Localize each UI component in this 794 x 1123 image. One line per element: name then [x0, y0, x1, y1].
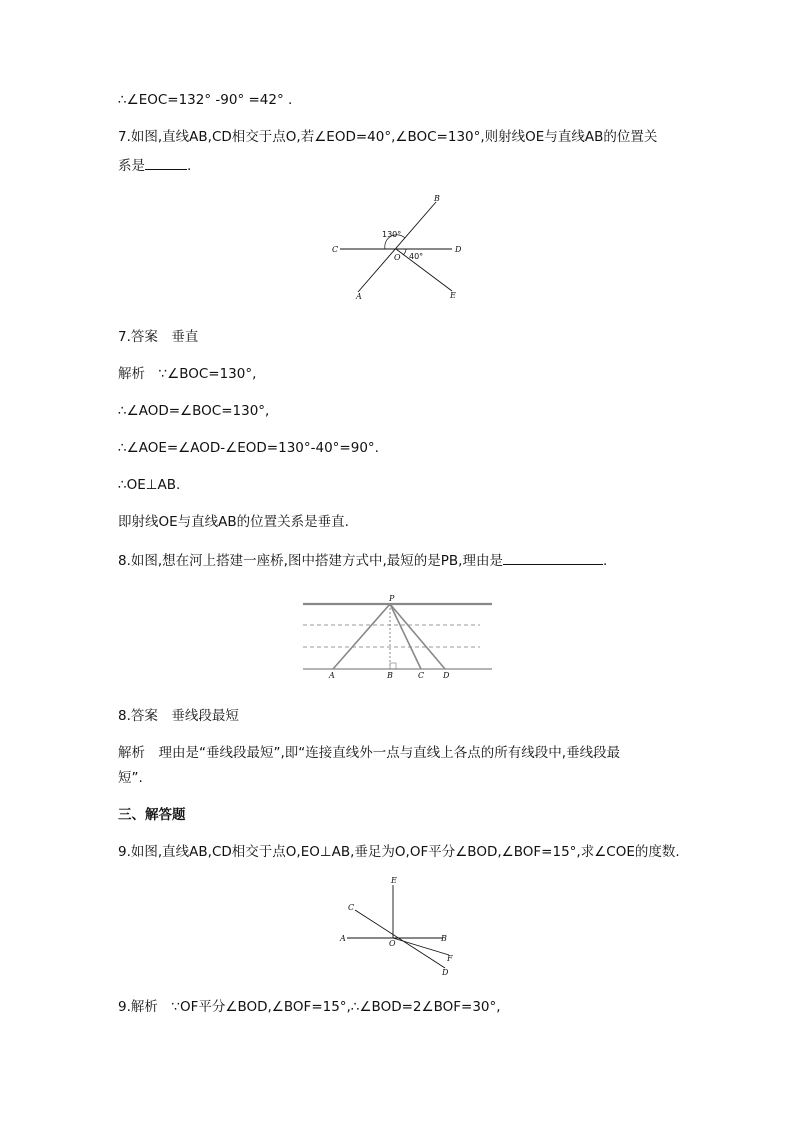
label-o: O [389, 939, 396, 948]
label-e: E [450, 291, 456, 300]
label-e: E [391, 876, 397, 885]
label-d: D [443, 671, 450, 680]
text-line: ∴∠EOC=132° -90° =42° . [118, 92, 293, 108]
line-cd [355, 910, 445, 968]
question-7-text: 系是 [118, 158, 145, 174]
label-a: A [340, 934, 346, 943]
question-8-text: 8.如图,想在河上搭建一座桥,图中搭建方式中,最短的是PB,理由是 [118, 553, 503, 569]
answer-8: 8.答案 垂线段最短 [118, 708, 239, 724]
angle-label-40: 40° [409, 252, 424, 261]
ray-oe [396, 249, 452, 291]
label-o: O [394, 253, 401, 262]
question-7-end: . [187, 158, 192, 174]
figure-7-intersecting-lines [330, 192, 470, 307]
question-7-line2 [118, 155, 191, 176]
label-c: C [332, 245, 339, 254]
figure-8-river-bridge [300, 592, 495, 682]
angle-label-130: 130° [382, 230, 402, 239]
segment-pd [390, 604, 445, 669]
answer-blank [145, 155, 187, 170]
label-c: C [348, 903, 355, 912]
question-8-end: . [602, 553, 608, 569]
label-d: D [442, 968, 449, 977]
label-b: B [434, 194, 440, 203]
label-a: A [356, 292, 362, 301]
label-p: P [389, 594, 395, 603]
segment-pc [390, 604, 421, 669]
analysis-7-line2: ∴∠AOD=∠BOC=130°, [118, 403, 270, 419]
answer-blank [503, 550, 603, 565]
label-f: F [447, 954, 453, 963]
analysis-8-line1: 解析 理由是“垂线段最短”,即“连接直线外一点与直线上各点的所有线段中,垂线段最 [118, 745, 621, 761]
analysis-9-line1: 9.解析 ∵OF平分∠BOD,∠BOF=15°,∴∠BOD=2∠BOF=30°, [118, 999, 501, 1015]
analysis-7-line4: ∴OE⊥AB. [118, 477, 181, 493]
label-b: B [441, 934, 447, 943]
segment-pa [333, 604, 390, 669]
analysis-7-line5: 即射线OE与直线AB的位置关系是垂直. [118, 514, 349, 530]
question-7-line1: 7.如图,直线AB,CD相交于点O,若∠EOD=40°,∠BOC=130°,则射线OE与直线AB的位置关 [118, 129, 658, 145]
question-8 [118, 550, 607, 571]
answer-7: 7.答案 垂直 [118, 329, 199, 345]
question-9: 9.如图,直线AB,CD相交于点O,EO⊥AB,垂足为O,OF平分∠BOD,∠BOF=15°,求∠COE的度数. [118, 844, 680, 860]
analysis-7-line1: 解析 ∵∠BOC=130°, [118, 366, 257, 382]
right-angle-mark [390, 663, 396, 669]
figure-9-perpendicular-lines [335, 875, 465, 980]
section-heading: 三、解答题 [118, 807, 186, 823]
label-a: A [329, 671, 335, 680]
label-d: D [455, 245, 462, 254]
analysis-7-line3: ∴∠AOE=∠AOD-∠EOD=130°-40°=90°. [118, 440, 379, 456]
label-c: C [418, 671, 425, 680]
analysis-8-line2: 短”. [118, 770, 143, 786]
label-b: B [387, 671, 393, 680]
line-ab [358, 202, 436, 292]
